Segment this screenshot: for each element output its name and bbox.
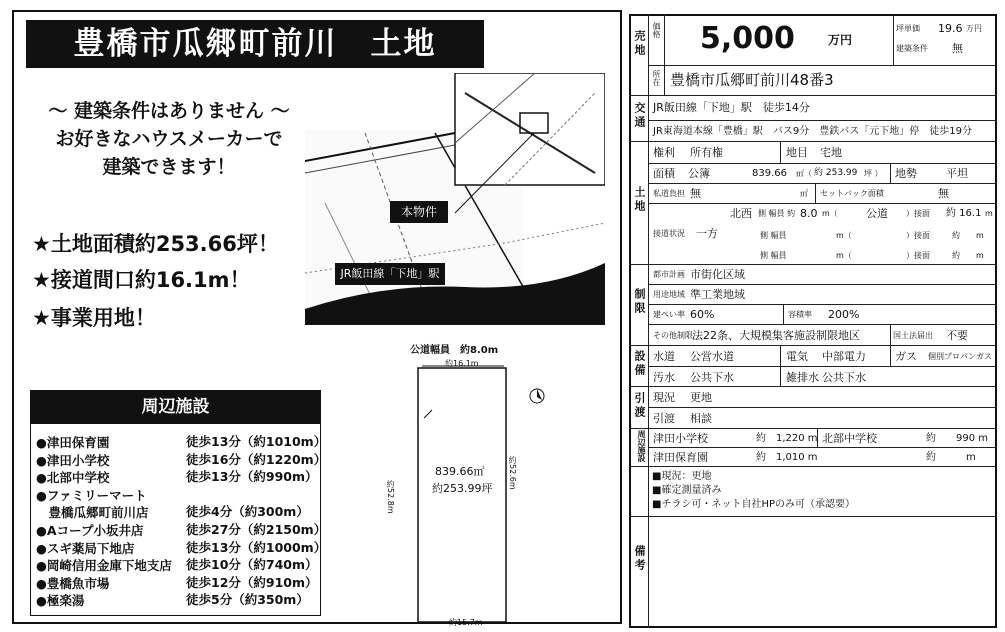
- private-road-value: 無: [690, 187, 701, 200]
- address-label: 所在: [652, 70, 661, 86]
- facilities-list: [36, 432, 327, 609]
- plot-area-tsubo: 約253.99坪: [432, 482, 493, 495]
- tsubo-price-unit: 万円: [966, 24, 982, 33]
- road1-frontage-label: ）接面: [906, 209, 930, 218]
- section-handover: 引渡: [633, 392, 646, 420]
- list-item: ●Aコープ小坂井店 徒歩27分（約2150m）: [36, 521, 327, 538]
- plot-top-length: 約16.1m: [445, 359, 479, 368]
- right-value: 所有権: [690, 146, 723, 159]
- nearby4-dist: 約 m: [926, 452, 976, 463]
- area-kind: 公簿: [688, 167, 710, 180]
- floor-ratio-value: 200%: [828, 308, 860, 321]
- road1-width: 8.0: [800, 207, 818, 220]
- road1-direction: 北西: [730, 207, 752, 220]
- city-plan-label: 都市計画: [653, 270, 685, 279]
- coverage-value: 60%: [690, 308, 715, 321]
- coverage-label: 建ぺい率: [653, 310, 685, 319]
- nearby2-name: 北部中学校: [822, 432, 877, 445]
- list-item: ●北部中学校 徒歩13分（約990m）: [36, 469, 318, 486]
- road3-frontage-label: ）接面: [906, 251, 930, 260]
- catchcopy-line1: ～ 建築条件はありません ～: [48, 100, 290, 122]
- facilities-title: 周辺施設: [30, 390, 321, 424]
- note-2: ■確定測量済み: [652, 485, 722, 496]
- current-state-value: 更地: [690, 391, 712, 404]
- map-subject-label: 本物件: [400, 205, 437, 219]
- section-notes: 備考: [633, 545, 646, 573]
- road2-frontage: 約 m: [952, 231, 984, 240]
- list-item: ●極楽湯 徒歩5分（約350m）: [36, 592, 309, 609]
- area-unit: ㎡（: [796, 169, 812, 178]
- drainage-label: 雑排水: [786, 371, 819, 384]
- section-around: 周辺施設: [637, 430, 646, 462]
- road-access-value: 一方: [696, 227, 718, 240]
- catchcopy-line2: お好きなハウスメーカーで: [55, 128, 283, 150]
- map-station-label: JR飯田線「下地」駅: [340, 267, 440, 280]
- gas-value: 個別プロパンガス: [928, 352, 992, 361]
- traffic-line1: JR飯田線「下地」駅 徒歩14分: [653, 101, 810, 114]
- sewage-value: 公共下水: [690, 371, 734, 384]
- plot-area-m2: 839.66㎡: [435, 465, 485, 478]
- road-access-label: 接道状況: [653, 229, 685, 238]
- area-tsubo-unit: 坪 ）: [864, 169, 883, 178]
- electric-label: 電気: [786, 350, 808, 363]
- road3-frontage: 約 m: [952, 251, 984, 260]
- section-sale: 売地: [633, 30, 646, 58]
- water-value: 公営水道: [690, 350, 734, 363]
- right-label: 権利: [653, 146, 675, 159]
- highlight-frontage: ★接道間口約16.1m！: [32, 268, 251, 292]
- current-state-label: 現況: [653, 391, 675, 404]
- road1-frontage: 約 16.1: [946, 208, 982, 219]
- road3-unit: m（: [836, 251, 852, 260]
- list-item: ●岡崎信用金庫下地支店 徒歩10分（約740m）: [36, 557, 318, 574]
- section-traffic: 交通: [633, 102, 646, 130]
- setback-label: セットバック面積: [820, 189, 884, 198]
- nearby2-dist: 約 990 m: [926, 433, 989, 444]
- road3-width-label: 側 幅員: [760, 251, 787, 260]
- land-act-label: 国土法届出: [893, 331, 933, 340]
- handover-value: 相談: [690, 412, 712, 425]
- section-equipment: 設備: [633, 350, 646, 378]
- plot-right-length: 約52.6m: [508, 456, 517, 490]
- water-label: 水道: [653, 350, 675, 363]
- private-road-label: 私道負担: [653, 189, 685, 198]
- road1-frontage-unit: m: [985, 209, 993, 218]
- gas-label: ガス: [895, 350, 917, 363]
- list-item: 豊橋瓜郷町前川店 徒歩4分（約300m）: [36, 504, 309, 521]
- list-item: ●津田保育園 徒歩13分（約1010m）: [36, 434, 327, 450]
- road1-unit: m（: [822, 209, 838, 218]
- nearby3-name: 津田保育園: [653, 451, 708, 464]
- section-limit: 制限: [633, 288, 646, 316]
- plot-road-label: 公道幅員 約8.0m: [410, 345, 499, 356]
- handover-label: 引渡: [653, 412, 675, 425]
- zoning-value: 準工業地域: [690, 288, 745, 301]
- build-condition-value: 無: [952, 42, 963, 55]
- price-label: 価格: [652, 22, 661, 38]
- catchcopy-line3: 建築できます！: [102, 156, 236, 178]
- list-item: ●ファミリーマート: [36, 487, 147, 503]
- setback-value: 無: [938, 187, 949, 200]
- nearby3-dist: 約 1,010 m: [756, 452, 818, 463]
- nearby1-name: 津田小学校: [653, 432, 708, 445]
- nearby1-dist: 約 1,220 m: [756, 433, 818, 444]
- list-item: ●豊橋魚市場 徒歩12分（約910m）: [36, 574, 318, 591]
- note-3: ■チラシ可・ネット自社HPのみ可（承認要）: [652, 499, 855, 510]
- area-label: 面積: [653, 167, 675, 180]
- area-value: 839.66: [752, 168, 787, 179]
- list-item: ●スギ薬局下地店 徒歩13分（約1000m）: [36, 539, 327, 556]
- location-map: [305, 73, 605, 325]
- other-limit-label: その他制限: [653, 331, 693, 340]
- private-road-unit: ㎡: [800, 189, 808, 198]
- section-land: 土地: [633, 186, 646, 214]
- other-limit-value: 法22条、大規模集客施設制限地区: [692, 329, 860, 342]
- floor-ratio-label: 容積率: [788, 310, 812, 319]
- road2-width-label: 側 幅員: [760, 231, 787, 240]
- electric-value: 中部電力: [822, 350, 866, 363]
- drainage-value: 公共下水: [822, 371, 866, 384]
- road1-type: 公道: [866, 207, 888, 220]
- address-value: 豊橋市瓜郷町前川48番3: [670, 71, 834, 89]
- traffic-line2: JR東海道本線「豊橋」駅 バス9分 豊鉄バス「元下地」停 徒歩19分: [653, 126, 972, 137]
- chimoku-value: 宅地: [820, 146, 842, 159]
- land-act-value: 不要: [946, 329, 968, 342]
- build-condition-label: 建築条件: [896, 44, 928, 53]
- sewage-label: 汚水: [653, 371, 675, 384]
- plot-bottom-length: 約15.7m: [449, 618, 483, 627]
- area-tsubo: 約 253.99: [814, 168, 858, 178]
- tsubo-price-label: 坪単価: [896, 24, 920, 33]
- highlight-area: ★土地面積約253.66坪！: [32, 232, 279, 256]
- road2-unit: m（: [836, 231, 852, 240]
- terrain-value: 平坦: [946, 167, 968, 180]
- road2-frontage-label: ）接面: [906, 231, 930, 240]
- chimoku-label: 地目: [786, 146, 808, 159]
- terrain-label: 地勢: [895, 167, 917, 180]
- zoning-label: 用途地域: [653, 290, 685, 299]
- property-title: 豊橋市瓜郷町前川 土地: [26, 20, 484, 68]
- tsubo-price-value: 19.6: [938, 22, 963, 35]
- price-value: 5,000: [700, 21, 795, 56]
- price-unit: 万円: [828, 33, 853, 47]
- note-1: ■現況：更地: [652, 471, 712, 482]
- road1-width-label: 側 幅員 約: [758, 209, 796, 218]
- list-item: ●津田小学校 徒歩16分（約1220m）: [36, 451, 327, 468]
- highlight-business: ★事業用地！: [32, 306, 156, 330]
- plot-left-length: 約52.8m: [386, 480, 395, 514]
- city-plan-value: 市街化区域: [690, 268, 745, 281]
